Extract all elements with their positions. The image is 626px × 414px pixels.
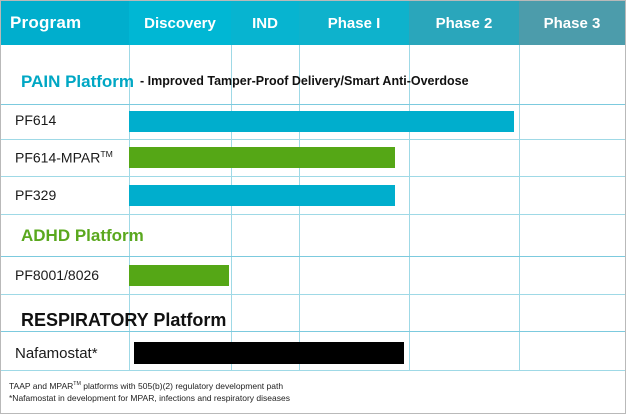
- row-label-pf8001-8026: PF8001/8026: [15, 267, 100, 283]
- separator-row-pf614: [1, 139, 626, 140]
- platform-label-pain: PAIN Platform: [21, 72, 135, 91]
- bar-pf329: [129, 185, 395, 206]
- separator-row-pf614-mpar: [1, 176, 626, 177]
- gridline-phase1-phase2: [409, 45, 410, 370]
- header-label-phase-3: Phase 3: [543, 14, 601, 32]
- separator-pain-header: [1, 104, 626, 105]
- header-cell-phase-2: [409, 1, 519, 45]
- platform-label-respiratory: RESPIRATORY Platform: [21, 310, 227, 330]
- gridline-ind-phase1: [299, 45, 300, 370]
- header-cell-program: [1, 1, 129, 45]
- footnote-nafamostat: [9, 393, 290, 403]
- platform-label-adhd: ADHD Platform: [21, 226, 144, 245]
- footnote-platforms-text-after: platforms with 505(b)(2) regulatory development path: [80, 381, 284, 391]
- bar-pf614-mpar: [129, 147, 395, 168]
- bar-nafamostat: [134, 342, 404, 364]
- row-label-pf614: PF614: [15, 112, 57, 128]
- separator-row-pf8001: [1, 294, 626, 295]
- row-label-nafamostat: Nafamostat*: [15, 345, 98, 362]
- chart-header-row: [1, 1, 626, 45]
- separator-row-nafamostat: [1, 370, 626, 371]
- separator-row-pf329: [1, 214, 626, 215]
- row-label-pf614-mpar-text: PF614-MPAR: [15, 149, 101, 166]
- row-label-pf329: PF329: [15, 187, 57, 203]
- row-label-pf614-mpar: [15, 149, 113, 166]
- header-label-program: Program: [10, 13, 82, 32]
- header-label-ind: IND: [252, 14, 278, 32]
- footnote-platforms: [9, 381, 283, 391]
- header-label-discovery: Discovery: [144, 14, 216, 32]
- separator-adhd-header: [1, 256, 626, 257]
- footnote-platforms-tm: TM: [73, 381, 81, 388]
- separator-respiratory-header: [1, 331, 626, 332]
- row-label-pf614-mpar-tm: TM: [100, 149, 113, 159]
- gridline-discovery-ind: [231, 45, 232, 370]
- bar-pf8001-8026: [129, 265, 229, 286]
- header-label-phase-1: Phase I: [327, 14, 381, 32]
- header-cell-phase-3: [519, 1, 625, 45]
- footnote-nafamostat-text: *Nafamostat in development for MPAR, infections and respiratory diseases: [9, 393, 290, 403]
- header-cell-discovery: [129, 1, 231, 45]
- header-cell-ind: [231, 1, 299, 45]
- gridline-phase2-phase3: [519, 45, 520, 370]
- header-cell-phase-1: [299, 1, 409, 45]
- header-label-phase-2: Phase 2: [435, 14, 493, 32]
- platform-note-pain: - Improved Tamper-Proof Delivery/Smart Anti-Overdose: [140, 74, 469, 88]
- bar-pf614: [129, 111, 514, 132]
- footnote-platforms-text: TAAP and MPAR: [9, 381, 74, 391]
